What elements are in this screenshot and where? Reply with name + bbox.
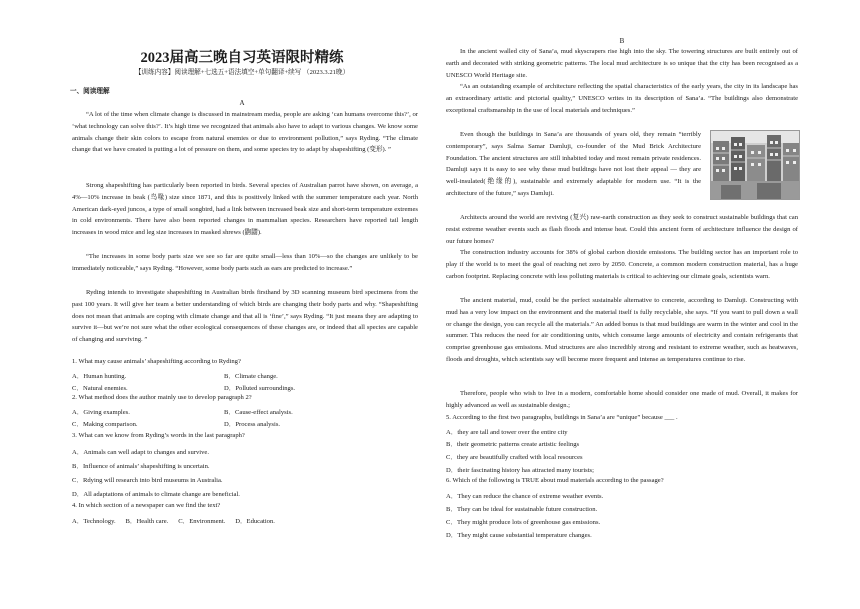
question-stem: 3. What can we know from Ryding’s words in the last paragraph? [72, 432, 245, 439]
passage-a-paragraph: Strong shapeshifting has particularly been reported in birds. Several species of Australian parrot have shown, on average, a 4%—10% increase in beak (鸟喙) size since 1871, and this is positively linked with the summer temperature each year. North American dark-eyed juncos, a type of small songbird, had a link between increased beak size and short-term temperature extremes in cold environments. There have also been reported changes in mammalian species. Researchers have reported tail length increases in wood mice and leg size increases in masked shrews (鼩鼱). [72, 182, 418, 237]
question-option[interactable]: D．Process analysis. [224, 421, 281, 428]
mud-buildings-photo [710, 130, 800, 200]
question-option[interactable]: C．They might produce lots of greenhouse gas emissions. [446, 519, 601, 526]
question-option[interactable]: D．their fascinating history has attracted many tourists; [446, 467, 594, 474]
question-stem: 1. What may cause animals’ shapeshifting according to Ryding? [72, 358, 241, 365]
passage-b-paragraph: Architects around the world are reviving (复兴) raw-earth construction as they seek to construct sustainable buildings that can resist extreme weather events such as flash floods and intense heat. Could this ancient form of architecture influence the design of our future homes? [446, 214, 798, 245]
question-option[interactable]: D．They might cause substantial temperature changes. [446, 532, 592, 539]
question-option[interactable]: B．They can be ideal for sustainable future construction. [446, 506, 598, 513]
question-stem: 5. According to the first two paragraphs, buildings in Sana’a are “unique” because ___ . [446, 414, 678, 421]
passage-a-paragraph: “A lot of the time when climate change is discussed in mainstream media, people are asking ‘can humans overcome this?’, or ‘what technology can solve this?’. It’s high time we recognized that animals also have to adapt to various changes. We know some animals change their skin colors to escape from natural enemies or due to environment pollution,” says Ryding. “The climate change that we have created is putting a lot of pressure on them, and some species try to adapt by shapeshifting (变形). ” [72, 111, 418, 154]
question-option[interactable]: A．they are tall and tower over the entire city [446, 429, 568, 436]
question-option[interactable]: C．they are beautifully crafted with local resources [446, 454, 583, 461]
passage-a-label: A [239, 99, 245, 107]
page-title: 2023届高三晚自习英语限时精练 [140, 50, 344, 66]
passage-b-paragraph: Even though the buildings in Sana’a are thousands of years old, they remain “terribly contemporary”, says Salma Samar Damluji, co-founder of the Mud Brick Architecture Foundation. The ancient structures are still inhabited today and most remain private residences. Damluji says it is easy to see why these mud buildings have not lost their appeal — they are well-insulated(绝缘的), sustainable and extremely adaptable for modern use. “It is the architecture of the future,” says Damluji. [446, 131, 701, 197]
question-option[interactable]: A．Giving examples. [72, 409, 130, 416]
passage-b-paragraph: “As an outstanding example of architecture reflecting the spatial characteristics of the early years, the city in its landscape has an extraordinary artistic and pictorial quality,” UNESCO writes in its description of Sana’a. “The buildings also demonstrate exceptional craftsmanship in the use of local materials and techniques.” [446, 83, 798, 114]
passage-a-paragraph: “The increases in some body parts size we see so far are quite small—less than 10%—so the changes are unlikely to be immediately noticeable,” says Ryding. “However, some body parts such as ears are predicted to increase.” [72, 253, 418, 272]
question-option[interactable]: A．They can reduce the chance of extreme weather events. [446, 493, 604, 500]
page-subtitle: 【训练内容】阅读理解+七选五+语法填空+单句翻译+续写 （2023.3.21晚） [134, 69, 350, 76]
question-option[interactable]: A．Human hunting. [72, 373, 127, 380]
passage-a-paragraph: Ryding intends to investigate shapeshifting in Australian birds firsthand by 3D scanning museum bird specimens from the past 100 years. It will give her team a better understanding of which birds are changing their body parts and why. “Shapeshifting does not mean that animals are coping with climate change and that all is ‘fine’,” says Ryding. “It just means they are adapting to survive it—but we’re not sure what the other ecological consequences of these changes are, or indeed that all species are capable of changing and surviving. ” [72, 289, 418, 344]
question-option[interactable]: D．All adaptations of animals to climate change are beneficial. [72, 491, 240, 498]
question-option[interactable]: B．their geometric patterns create artistic feelings [446, 441, 580, 448]
question-option[interactable]: D．Polluted surroundings. [224, 385, 296, 392]
passage-b-paragraph: The construction industry accounts for 38% of global carbon dioxide emissions. The building sector has an important role to play if the world is to meet the goal of reaching net zero by 2050. Concrete, a common modern construction material, has a huge carbon footprint. Replacing concrete with less polluting materials is critical to achieving our climate goals, scientists warn. [446, 249, 798, 280]
question-options-inline[interactable]: A．Technology. B．Health care. C．Environment. D．Education. [72, 518, 275, 525]
passage-b-label: B [619, 37, 625, 45]
question-option[interactable]: B．Cause-effect analysis. [224, 409, 293, 416]
question-stem: 2. What method does the author mainly use to develop paragraph 2? [72, 394, 252, 401]
question-option[interactable]: B．Climate change. [224, 373, 278, 380]
question-option[interactable]: B．Influence of animals’ shapeshifting is uncertain. [72, 463, 210, 470]
passage-b-paragraph: Therefore, people who wish to live in a modern, comfortable home should consider one made of mud. Overall, it makes for highly advanced as well as sustainable design.; [446, 390, 798, 409]
question-option[interactable]: C．Rdying will research into bird museums in Australia. [72, 477, 223, 484]
passage-b-paragraph: The ancient material, mud, could be the perfect sustainable alternative to concrete, according to Damluji. Constructing with mud has a very low impact on the environment and the material itself is fully recyclable, she says. “If you want to pull down a wall or change the design, you can recycle all the materials.” An added bonus is that mud buildings are warm in the winter and cool in the summer. This reduces the need for air conditioning units, which consume large amounts of electricity and contain refrigerants that comprise greenhouse gas emissions. Mud structures are also incredibly strong and resistant to extreme weather, such as heatwaves, floods and droughts, which scientists say will become more frequent and intense as temperatures continue to rise. [446, 297, 798, 363]
question-stem: 4. In which section of a newspaper can we find the text? [72, 502, 221, 509]
passage-b-paragraph: In the ancient walled city of Sana’a, mud skyscrapers rise high into the sky. The towering structures are built entirely out of earth and decorated with striking geometric patterns. The local mud architecture is so unique that the city has been recognised as a UNESCO World Heritage site. [446, 48, 798, 79]
question-stem: 6. Which of the following is TRUE about mud materials according to the passage? [446, 477, 664, 484]
question-option[interactable]: A．Animals can well adapt to changes and survive. [72, 449, 209, 456]
question-option[interactable]: C．Natural enemies. [72, 385, 128, 392]
section-heading: 一、阅读理解 [70, 88, 110, 95]
question-option[interactable]: C．Making comparison. [72, 421, 138, 428]
